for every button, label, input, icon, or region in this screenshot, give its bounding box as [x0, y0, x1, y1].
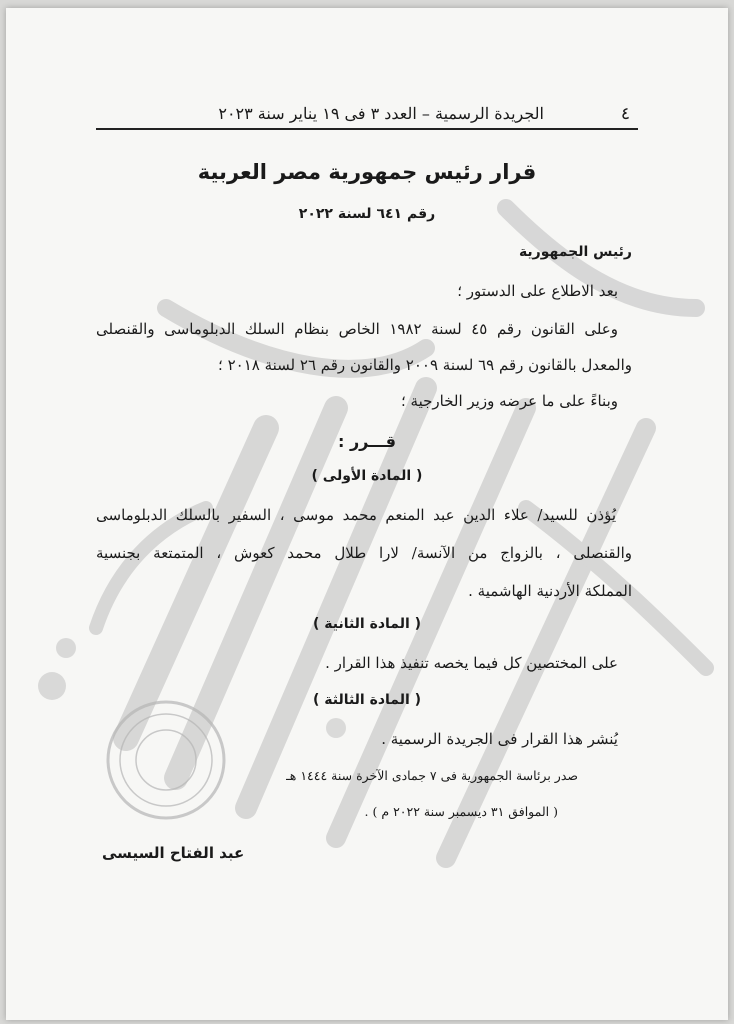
decree-heading: قرار رئيس جمهورية مصر العربية: [197, 160, 537, 184]
preamble-line-4: وبناءً على ما عرضه وزير الخارجية ؛: [401, 392, 618, 410]
page-number: ٤: [620, 104, 630, 124]
signature-name: عبد الفتاح السيسى: [102, 844, 245, 862]
preamble-line-1: بعد الاطلاع على الدستور ؛: [457, 282, 618, 300]
gazette-header: [96, 100, 638, 130]
article-2-title: ( المادة الثانية ): [312, 616, 422, 632]
article-1-line-2: والقنصلى ، بالزواج من الآنسة/ لارا طلال محمد كعوش ، المتمتعة بجنسية: [96, 544, 632, 562]
decree-number: رقم ٦٤١ لسنة ٢٠٢٢: [298, 206, 436, 222]
article-3-line-1: يُنشر هذا القرار فى الجريدة الرسمية .: [381, 730, 618, 748]
preamble-line-3: والمعدل بالقانون رقم ٦٩ لسنة ٢٠٠٩ والقانون رقم ٢٦ لسنة ٢٠١٨ ؛: [218, 356, 632, 374]
corresponding-date: ( الموافق ٣١ ديسمبر سنة ٢٠٢٢ م ) .: [364, 804, 558, 819]
document-page: [6, 8, 728, 1020]
article-3-title: ( المادة الثالثة ): [312, 692, 422, 708]
issued-date: صدر برئاسة الجمهورية فى ٧ جمادى الآخرة سنة ١٤٤٤ هـ: [286, 768, 578, 783]
decided-label: قـــرر :: [337, 432, 396, 451]
article-1-line-3: المملكة الأردنية الهاشمية .: [468, 582, 632, 600]
article-2-line-1: على المختصين كل فيما يخصه تنفيذ هذا القرار .: [325, 654, 618, 672]
article-1-line-1: يُؤذن للسيد/ علاء الدين عبد المنعم محمد موسى ، السفير بالسلك الدبلوماسى: [96, 506, 616, 524]
article-1-title: ( المادة الأولى ): [311, 468, 423, 484]
president-label: رئيس الجمهورية: [518, 244, 632, 260]
preamble-line-2: وعلى القانون رقم ٤٥ لسنة ١٩٨٢ الخاص بنظام السلك الدبلوماسى والقنصلى: [96, 320, 618, 338]
gazette-title: الجريدة الرسمية – العدد ٣ فى ١٩ يناير سنة ٢٠٢٣: [218, 104, 544, 123]
